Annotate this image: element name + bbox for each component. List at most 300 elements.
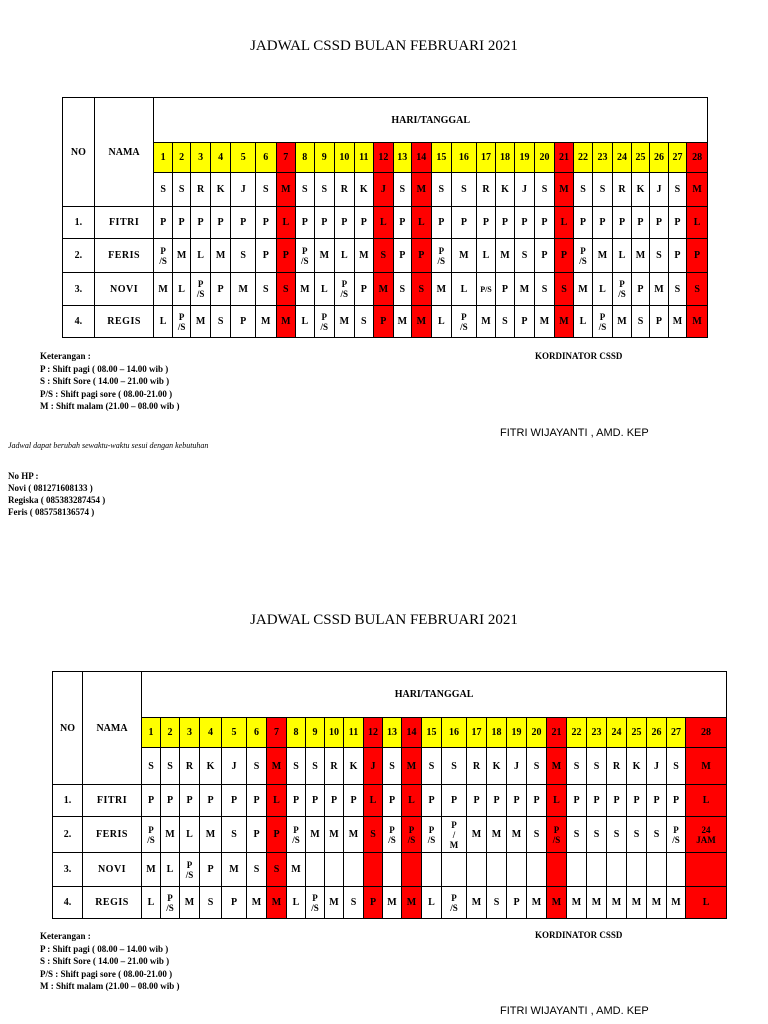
shift-cell: M: [231, 273, 256, 306]
shift-cell: M: [467, 817, 487, 853]
shift-cell: L: [364, 785, 383, 817]
shift-cell: L: [161, 853, 180, 887]
shift-cell: P /S: [442, 887, 467, 919]
date-cell: 7: [276, 143, 296, 173]
phone-list: [8, 470, 105, 518]
day-cell: S: [535, 173, 555, 207]
shift-cell: [627, 853, 647, 887]
date-cell: 15: [431, 143, 452, 173]
day-cell: S: [161, 748, 180, 785]
shift-cell: P: [507, 887, 527, 919]
day-cell: S: [296, 173, 314, 207]
shift-cell: M: [631, 239, 649, 273]
shift-cell: L: [592, 273, 613, 306]
shift-cell: M: [574, 273, 592, 306]
staff-name: NOVI: [94, 273, 154, 306]
shift-cell: P: [631, 273, 649, 306]
shift-cell: P: [627, 785, 647, 817]
shift-cell: P /S: [306, 887, 325, 919]
day-cell: M: [547, 748, 567, 785]
shift-cell: P /S: [180, 853, 200, 887]
shift-cell: P: [200, 853, 222, 887]
date-cell: 1: [142, 718, 161, 748]
shift-cell: S: [276, 273, 296, 306]
shift-cell: S: [247, 853, 267, 887]
shift-cell: P /S: [296, 239, 314, 273]
text-line: P/S : Shift pagi sore ( 08.00-21.00 ): [40, 388, 173, 399]
date-cell: 17: [476, 143, 496, 173]
day-cell: M: [686, 748, 727, 785]
date-cell: 24: [613, 143, 631, 173]
date-cell: 5: [222, 718, 247, 748]
shift-cell: M: [613, 306, 631, 338]
shift-cell: M: [256, 306, 277, 338]
day-cell: S: [247, 748, 267, 785]
staff-name: FITRI: [83, 785, 142, 817]
shift-cell: M: [276, 306, 296, 338]
day-cell: S: [142, 748, 161, 785]
date-cell: 16: [452, 143, 477, 173]
shift-cell: S: [631, 306, 649, 338]
date-cell: 6: [256, 143, 277, 173]
staff-row: [63, 273, 708, 306]
shift-cell: S: [627, 817, 647, 853]
shift-cell: M: [191, 306, 211, 338]
shift-cell: P /S: [452, 306, 477, 338]
day-cell: M: [554, 173, 574, 207]
shift-cell: P: [180, 785, 200, 817]
date-cell: 18: [496, 143, 514, 173]
shift-cell: [383, 853, 402, 887]
shift-cell: M: [314, 239, 335, 273]
row-number: 1.: [53, 785, 83, 817]
shift-cell: P /S: [172, 306, 190, 338]
shift-cell: P: [210, 273, 231, 306]
shift-cell: [306, 853, 325, 887]
shift-cell: M: [222, 853, 247, 887]
shift-cell: P /S: [314, 306, 335, 338]
day-cell: K: [496, 173, 514, 207]
signature-name-1: FITRI WIJAYANTI , AMD. KEP: [500, 427, 649, 439]
shift-cell: M: [325, 887, 344, 919]
shift-cell: S: [364, 817, 383, 853]
shift-cell: P: [527, 785, 547, 817]
shift-cell: M: [344, 817, 364, 853]
day-cell: R: [467, 748, 487, 785]
shift-cell: [487, 853, 507, 887]
shift-cell: P: [467, 785, 487, 817]
shift-cell: S: [222, 817, 247, 853]
text-line: S : Shift Sore ( 14.00 – 21.00 wib ): [40, 956, 170, 966]
day-cell: J: [231, 173, 256, 207]
date-cell: 16: [442, 718, 467, 748]
day-cell: J: [650, 173, 668, 207]
day-cell: S: [172, 173, 190, 207]
legend-1: [40, 350, 180, 413]
shift-cell: P: [650, 306, 668, 338]
day-cell: J: [374, 173, 394, 207]
shift-cell: S: [687, 273, 708, 306]
shift-cell: [547, 853, 567, 887]
shift-cell: [422, 853, 442, 887]
shift-cell: M: [527, 887, 547, 919]
day-cell: S: [383, 748, 402, 785]
shift-cell: P: [442, 785, 467, 817]
day-cell: M: [276, 173, 296, 207]
shift-cell: M: [592, 239, 613, 273]
shift-cell: M: [535, 306, 555, 338]
shift-cell: P/S: [476, 273, 496, 306]
page-title-1: JADWAL CSSD BULAN FEBRUARI 2021: [250, 38, 518, 54]
date-cell: 17: [467, 718, 487, 748]
shift-cell: P: [650, 207, 668, 239]
shift-cell: [402, 853, 422, 887]
day-cell: K: [210, 173, 231, 207]
shift-cell: [325, 853, 344, 887]
shift-cell: 24 JAM: [686, 817, 727, 853]
shift-cell: M: [668, 306, 686, 338]
staff-row: [63, 306, 708, 338]
staff-row: [63, 239, 708, 273]
date-cell: 11: [354, 143, 374, 173]
staff-name: FITRI: [94, 207, 154, 239]
shift-cell: M: [567, 887, 587, 919]
day-cell: R: [180, 748, 200, 785]
row-number: 4.: [63, 306, 95, 338]
shift-cell: M: [161, 817, 180, 853]
shift-cell: P /S: [402, 817, 422, 853]
shift-cell: P: [374, 306, 394, 338]
row-number: 4.: [53, 887, 83, 919]
shift-cell: P: [247, 817, 267, 853]
shift-cell: M: [476, 306, 496, 338]
shift-cell: M: [487, 817, 507, 853]
shift-cell: P /S: [383, 817, 402, 853]
shift-cell: P: [383, 785, 402, 817]
shift-cell: P: [142, 785, 161, 817]
row-number: 2.: [53, 817, 83, 853]
shift-cell: [567, 853, 587, 887]
date-cell: 12: [364, 718, 383, 748]
shift-cell: L: [374, 207, 394, 239]
shift-cell: P: [306, 785, 325, 817]
shift-cell: M: [412, 306, 432, 338]
date-cell: 11: [344, 718, 364, 748]
day-cell: S: [574, 173, 592, 207]
shift-cell: P /S: [431, 239, 452, 273]
shift-cell: P: [256, 239, 277, 273]
day-cell: S: [287, 748, 306, 785]
shift-cell: P: [231, 207, 256, 239]
shift-cell: L: [431, 306, 452, 338]
shift-cell: M: [210, 239, 231, 273]
date-cell: 8: [296, 143, 314, 173]
shift-cell: M: [667, 887, 686, 919]
date-cell: 1: [154, 143, 172, 173]
shift-cell: P: [431, 207, 452, 239]
shift-cell: L: [412, 207, 432, 239]
date-cell: 28: [687, 143, 708, 173]
shift-cell: P: [496, 273, 514, 306]
shift-cell: P: [535, 207, 555, 239]
day-row: [63, 173, 708, 207]
shift-cell: M: [452, 239, 477, 273]
staff-name: REGIS: [83, 887, 142, 919]
header-no: NO: [53, 672, 83, 785]
date-cell: 25: [631, 143, 649, 173]
shift-cell: L: [452, 273, 477, 306]
shift-cell: [527, 853, 547, 887]
day-row: [53, 748, 727, 785]
shift-cell: M: [627, 887, 647, 919]
koordinator-label-1: KORDINATOR CSSD: [535, 351, 623, 361]
shift-cell: P /S: [161, 887, 180, 919]
shift-cell: P: [161, 785, 180, 817]
day-cell: S: [452, 173, 477, 207]
text-line: Regiska ( 085383287454 ): [8, 495, 106, 505]
day-cell: S: [442, 748, 467, 785]
shift-cell: M: [142, 853, 161, 887]
shift-cell: P /S: [335, 273, 355, 306]
date-row: [53, 718, 727, 748]
text-line: Keterangan :: [40, 351, 91, 361]
day-cell: M: [402, 748, 422, 785]
date-cell: 28: [686, 718, 727, 748]
shift-cell: S: [514, 239, 535, 273]
shift-cell: L: [554, 207, 574, 239]
shift-cell: P: [314, 207, 335, 239]
shift-cell: M: [507, 817, 527, 853]
shift-cell: P: [210, 207, 231, 239]
date-cell: 14: [412, 143, 432, 173]
shift-cell: S: [200, 887, 222, 919]
shift-cell: L: [686, 887, 727, 919]
shift-cell: [587, 853, 607, 887]
shift-cell: P: [393, 239, 411, 273]
shift-cell: L: [613, 239, 631, 273]
date-cell: 13: [383, 718, 402, 748]
shift-cell: S: [496, 306, 514, 338]
shift-cell: L: [335, 239, 355, 273]
shift-cell: P: [364, 887, 383, 919]
date-cell: 12: [374, 143, 394, 173]
shift-cell: S: [256, 273, 277, 306]
day-cell: S: [592, 173, 613, 207]
shift-cell: S: [647, 817, 667, 853]
shift-cell: P /S: [547, 817, 567, 853]
date-cell: 2: [161, 718, 180, 748]
day-cell: M: [687, 173, 708, 207]
shift-cell: M: [325, 817, 344, 853]
shift-cell: P: [191, 207, 211, 239]
shift-cell: P: [496, 207, 514, 239]
shift-cell: L: [422, 887, 442, 919]
date-cell: 9: [314, 143, 335, 173]
shift-cell: P /S: [154, 239, 172, 273]
date-cell: 27: [667, 718, 686, 748]
shift-cell: M: [335, 306, 355, 338]
page-title-2: JADWAL CSSD BULAN FEBRUARI 2021: [250, 612, 518, 628]
shift-cell: S: [650, 239, 668, 273]
shift-cell: M: [431, 273, 452, 306]
day-cell: S: [527, 748, 547, 785]
date-cell: 26: [650, 143, 668, 173]
shift-cell: P /S: [592, 306, 613, 338]
date-cell: 13: [393, 143, 411, 173]
shift-cell: M: [306, 817, 325, 853]
shift-cell: M: [383, 887, 402, 919]
legend-2: [40, 930, 180, 993]
shift-cell: L: [172, 273, 190, 306]
shift-cell: M: [496, 239, 514, 273]
shift-cell: S: [535, 273, 555, 306]
shift-cell: M: [180, 887, 200, 919]
shift-cell: [442, 853, 467, 887]
shift-cell: P /S: [287, 817, 306, 853]
shift-cell: P / M: [442, 817, 467, 853]
shift-cell: L: [574, 306, 592, 338]
shift-cell: P: [487, 785, 507, 817]
shift-cell: S: [607, 817, 627, 853]
staff-name: REGIS: [94, 306, 154, 338]
header-hari-tanggal: HARI/TANGGAL: [142, 672, 727, 718]
shift-cell: P: [507, 785, 527, 817]
shift-cell: [607, 853, 627, 887]
staff-row: [53, 785, 727, 817]
shift-cell: S: [374, 239, 394, 273]
shift-cell: S: [412, 273, 432, 306]
day-cell: K: [627, 748, 647, 785]
shift-cell: S: [554, 273, 574, 306]
shift-cell: S: [344, 887, 364, 919]
staff-row: [53, 887, 727, 919]
shift-cell: S: [210, 306, 231, 338]
shift-cell: L: [314, 273, 335, 306]
schedule-table-1: [62, 97, 708, 338]
shift-cell: M: [200, 817, 222, 853]
shift-cell: L: [287, 887, 306, 919]
day-cell: S: [431, 173, 452, 207]
text-line: M : Shift malam (21.00 – 08.00 wib ): [40, 981, 180, 991]
shift-cell: L: [687, 207, 708, 239]
shift-cell: L: [547, 785, 567, 817]
day-cell: K: [354, 173, 374, 207]
day-cell: S: [422, 748, 442, 785]
date-cell: 10: [335, 143, 355, 173]
shift-cell: P: [172, 207, 190, 239]
staff-row: [63, 207, 708, 239]
shift-cell: S: [668, 273, 686, 306]
shift-cell: P /S: [142, 817, 161, 853]
shift-cell: P: [607, 785, 627, 817]
shift-cell: M: [172, 239, 190, 273]
date-cell: 2: [172, 143, 190, 173]
shift-cell: P: [452, 207, 477, 239]
shift-cell: P: [554, 239, 574, 273]
shift-cell: M: [374, 273, 394, 306]
shift-cell: M: [687, 306, 708, 338]
date-cell: 7: [267, 718, 287, 748]
day-cell: S: [256, 173, 277, 207]
staff-name: FERIS: [83, 817, 142, 853]
shift-cell: P: [287, 785, 306, 817]
shift-cell: L: [276, 207, 296, 239]
shift-cell: S: [393, 273, 411, 306]
day-cell: K: [200, 748, 222, 785]
schedule-note: Jadwal dapat berubah sewaktu-waktu sesui dengan kebutuhan: [8, 441, 209, 450]
shift-cell: P: [687, 239, 708, 273]
shift-cell: S: [231, 239, 256, 273]
shift-cell: M: [154, 273, 172, 306]
day-cell: R: [335, 173, 355, 207]
text-line: S : Shift Sore ( 14.00 – 21.00 wib ): [40, 376, 170, 386]
date-cell: 4: [210, 143, 231, 173]
day-cell: R: [613, 173, 631, 207]
header-hari-tanggal: HARI/TANGGAL: [154, 98, 708, 143]
day-cell: S: [306, 748, 325, 785]
shift-cell: P: [335, 207, 355, 239]
shift-cell: M: [393, 306, 411, 338]
shift-cell: P: [222, 785, 247, 817]
date-cell: 8: [287, 718, 306, 748]
shift-cell: P: [325, 785, 344, 817]
shift-cell: L: [191, 239, 211, 273]
shift-cell: P: [354, 207, 374, 239]
date-cell: 23: [587, 718, 607, 748]
shift-cell: [344, 853, 364, 887]
shift-cell: S: [267, 853, 287, 887]
date-cell: 27: [668, 143, 686, 173]
header-nama: NAMA: [94, 98, 154, 207]
date-cell: 15: [422, 718, 442, 748]
staff-name: NOVI: [83, 853, 142, 887]
text-line: P : Shift pagi ( 08.00 – 14.00 wib ): [40, 363, 169, 374]
day-cell: J: [507, 748, 527, 785]
row-number: 1.: [63, 207, 95, 239]
shift-cell: P: [613, 207, 631, 239]
text-line: P/S : Shift pagi sore ( 08.00-21.00 ): [40, 968, 173, 979]
day-cell: J: [514, 173, 535, 207]
header-no: NO: [63, 98, 95, 207]
date-cell: 25: [627, 718, 647, 748]
day-cell: S: [154, 173, 172, 207]
shift-cell: [686, 853, 727, 887]
shift-cell: P: [592, 207, 613, 239]
day-cell: R: [607, 748, 627, 785]
day-cell: R: [325, 748, 344, 785]
schedule-table-2: [52, 671, 727, 919]
date-cell: 9: [306, 718, 325, 748]
day-cell: S: [567, 748, 587, 785]
shift-cell: P: [247, 785, 267, 817]
shift-cell: P: [574, 207, 592, 239]
koordinator-label-2: KORDINATOR CSSD: [535, 930, 623, 940]
shift-cell: M: [247, 887, 267, 919]
shift-cell: M: [287, 853, 306, 887]
shift-cell: P: [587, 785, 607, 817]
shift-cell: P: [476, 207, 496, 239]
shift-cell: M: [514, 273, 535, 306]
row-number: 2.: [63, 239, 95, 273]
shift-cell: S: [527, 817, 547, 853]
shift-cell: L: [180, 817, 200, 853]
shift-cell: P /S: [667, 817, 686, 853]
day-cell: S: [393, 173, 411, 207]
shift-cell: M: [650, 273, 668, 306]
shift-cell: P: [631, 207, 649, 239]
date-cell: 3: [180, 718, 200, 748]
shift-cell: L: [686, 785, 727, 817]
